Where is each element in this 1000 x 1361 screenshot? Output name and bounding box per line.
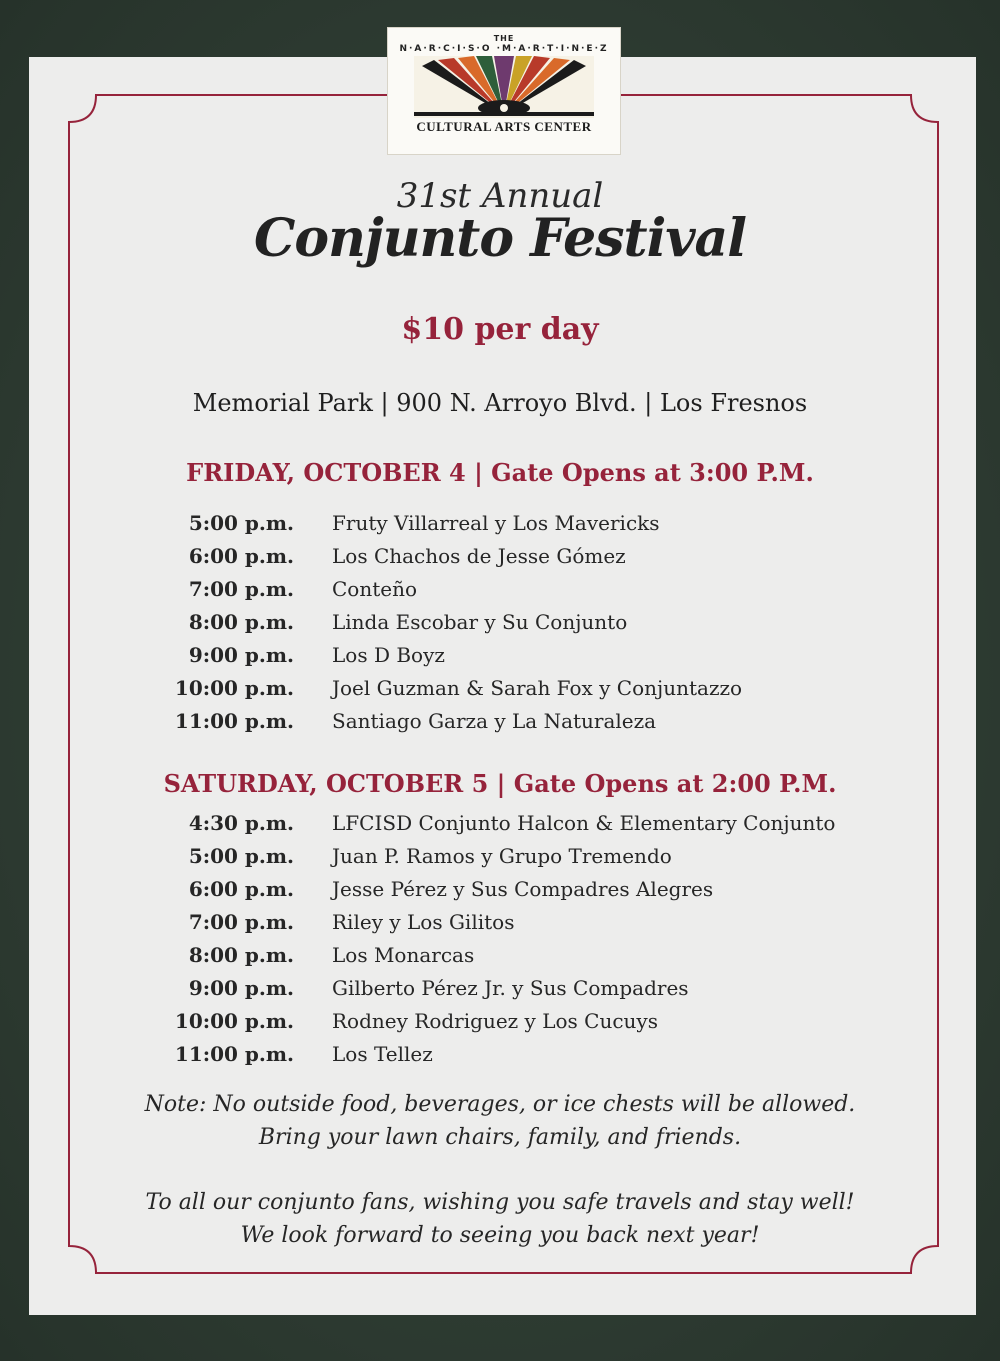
schedule-row <box>0 709 1000 742</box>
schedule-row <box>0 511 1000 544</box>
logo-center-text: CULTURAL ARTS CENTER <box>416 119 592 134</box>
friday-heading: FRIDAY, OCTOBER 4 | Gate Opens at 3:00 P.M. <box>186 458 814 487</box>
schedule-act: Gilberto Pérez Jr. y Sus Compadres <box>332 976 689 1000</box>
schedule-time: 6:00 p.m. <box>188 544 294 568</box>
schedule-row <box>0 643 1000 676</box>
note-outside-food: Note: No outside food, beverages, or ice chests will be allowed. <box>144 1092 856 1117</box>
price: $10 per day <box>401 312 599 347</box>
note-bring-chairs: Bring your lawn chairs, family, and friends. <box>258 1125 742 1150</box>
cultural-arts-center-logo <box>388 28 620 154</box>
schedule-act: Conteño <box>332 577 418 601</box>
logo-the: THE <box>493 34 515 43</box>
schedule-time: 8:00 p.m. <box>188 610 294 634</box>
schedule-time: 4:30 p.m. <box>188 811 294 835</box>
schedule-act: Riley y Los Gilitos <box>332 910 515 934</box>
note-safe-travels: To all our conjunto fans, wishing you safe travels and stay well! <box>145 1190 855 1215</box>
title-annual: 31st Annual <box>396 176 604 216</box>
schedule-time: 11:00 p.m. <box>174 1042 294 1066</box>
schedule-row <box>0 676 1000 709</box>
schedule-time: 10:00 p.m. <box>174 1009 294 1033</box>
schedule-act: Los Tellez <box>332 1042 433 1066</box>
schedule-time: 10:00 p.m. <box>174 676 294 700</box>
schedule-row <box>0 844 1000 877</box>
venue: Memorial Park | 900 N. Arroyo Blvd. | Los Fresnos <box>192 389 808 417</box>
schedule-time: 6:00 p.m. <box>188 877 294 901</box>
schedule-row <box>0 811 1000 844</box>
schedule-row <box>0 943 1000 976</box>
schedule-time: 8:00 p.m. <box>188 943 294 967</box>
schedule-act: Juan P. Ramos y Grupo Tremendo <box>332 844 672 868</box>
accordion-fan-icon <box>414 56 594 118</box>
schedule-time: 5:00 p.m. <box>188 511 294 535</box>
schedule-row <box>0 976 1000 1009</box>
schedule-time: 7:00 p.m. <box>188 910 294 934</box>
schedule-row <box>0 1042 1000 1075</box>
schedule-row <box>0 910 1000 943</box>
logo-name: N·A·R·C·I·S·O ·M·A·R·T·I·N·E·Z <box>399 44 609 54</box>
title-festival: Conjunto Festival <box>254 208 746 269</box>
schedule-act: Los D Boyz <box>332 643 445 667</box>
schedule-time: 9:00 p.m. <box>188 643 294 667</box>
schedule-act: Fruty Villarreal y Los Mavericks <box>332 511 660 535</box>
schedule-time: 7:00 p.m. <box>188 577 294 601</box>
schedule-time: 11:00 p.m. <box>174 709 294 733</box>
schedule-time: 9:00 p.m. <box>188 976 294 1000</box>
schedule-row <box>0 877 1000 910</box>
schedule-act: Jesse Pérez y Sus Compadres Alegres <box>332 877 714 901</box>
schedule-act: Linda Escobar y Su Conjunto <box>332 610 628 634</box>
schedule-time: 5:00 p.m. <box>188 844 294 868</box>
schedule-act: Joel Guzman & Sarah Fox y Conjuntazzo <box>332 676 743 700</box>
schedule-row <box>0 1009 1000 1042</box>
schedule-act: Rodney Rodriguez y Los Cucuys <box>332 1009 658 1033</box>
schedule-act: LFCISD Conjunto Halcon & Elementary Conjunto <box>332 811 836 835</box>
schedule-act: Los Monarcas <box>332 943 475 967</box>
note-next-year: We look forward to seeing you back next year! <box>240 1223 760 1248</box>
schedule-row <box>0 544 1000 577</box>
schedule-act: Santiago Garza y La Naturaleza <box>332 709 657 733</box>
schedule-row <box>0 577 1000 610</box>
schedule-act: Los Chachos de Jesse Gómez <box>332 544 626 568</box>
saturday-heading: SATURDAY, OCTOBER 5 | Gate Opens at 2:00 P.M. <box>163 769 837 798</box>
schedule-row <box>0 610 1000 643</box>
